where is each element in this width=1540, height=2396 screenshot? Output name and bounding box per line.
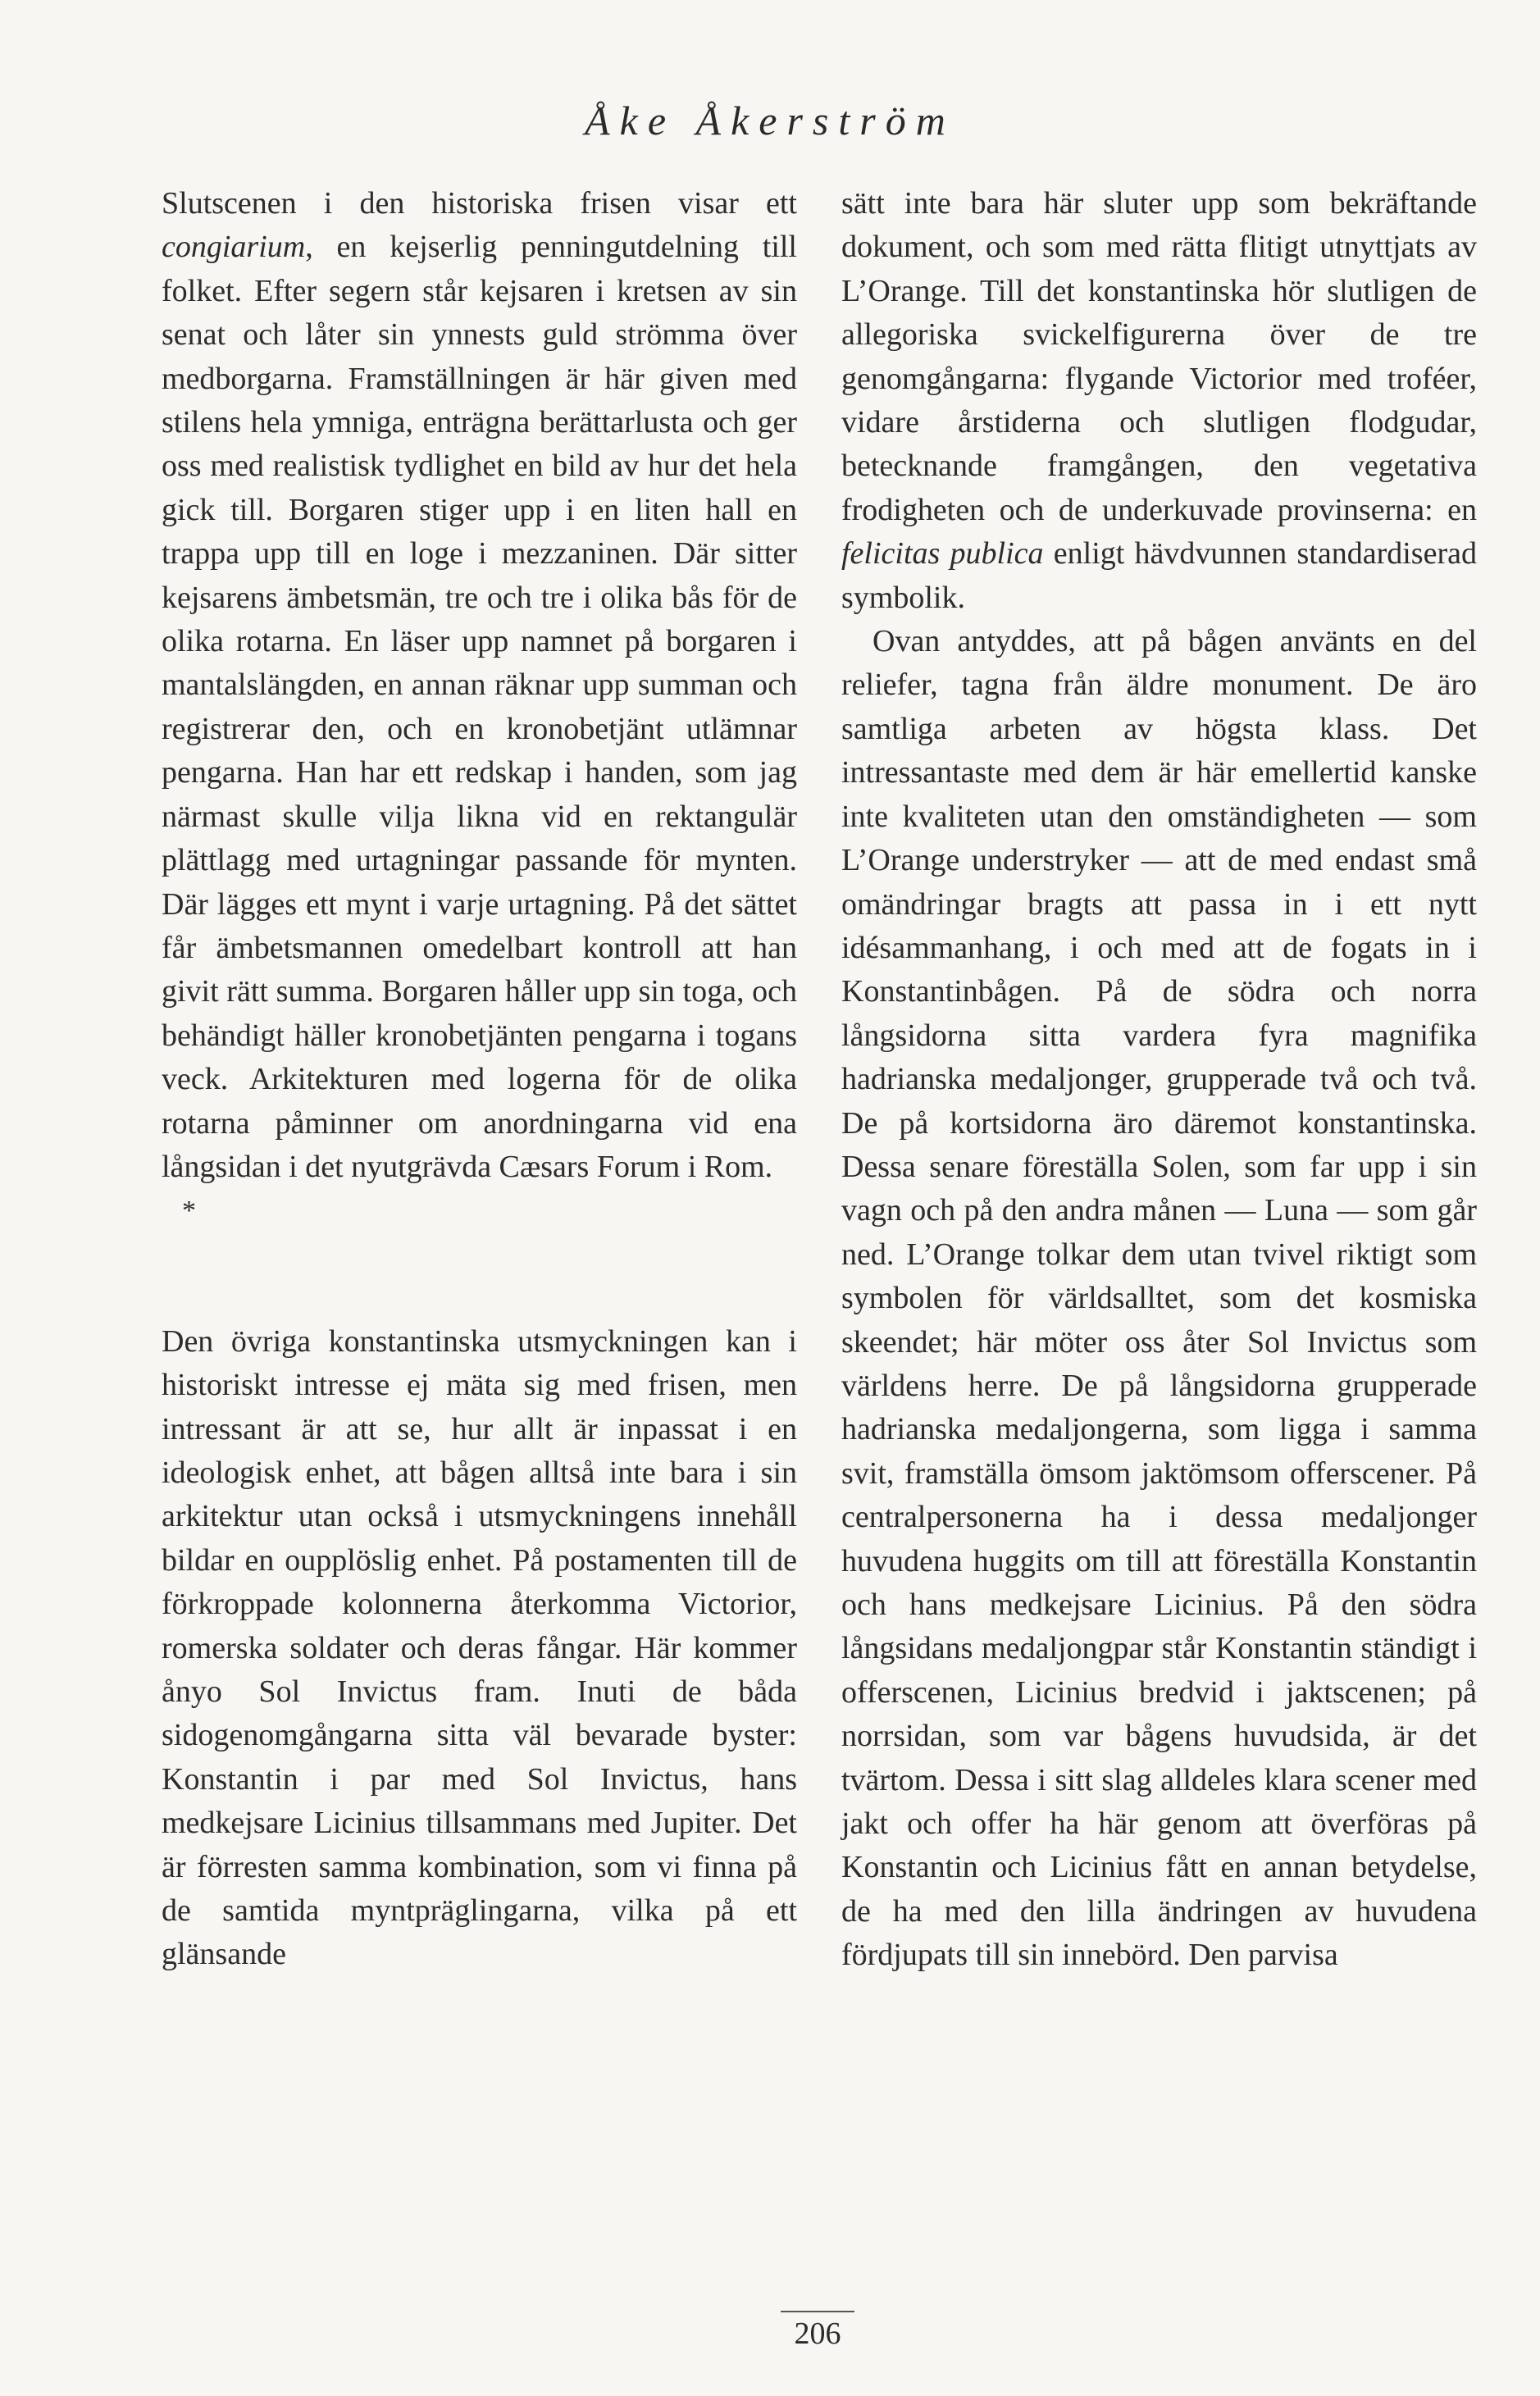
text-run: Slutscenen i den historiska frisen visar ett bbox=[162, 186, 797, 221]
section-spacer bbox=[162, 1233, 797, 1320]
running-head: Åke Åkerström bbox=[585, 98, 955, 143]
paragraph: Ovan antyddes, att på bågen använts en del reliefer, tagna från äldre monument. De äro samtliga arbeten av högsta klass. Det intressantaste med dem är här emellertid kanske inte kvaliteten utan den omständigheten — som L’Orange understryker — att de med endast små omändringar bragts att passa in i ett nytt idésammanhang, i och med att de fogats in i Konstantinbågen. På de södra och norra långsidorna sitta vardera fyra magnifika hadrianska medaljonger, grupperade två och två. De på kortsidorna äro däremot konstantinska. Dessa senare föreställa Solen, som far upp i sin vagn och på den andra månen — Luna — som går ned. L’Orange tolkar dem utan tvivel riktigt som symbolen för världsalltet, som det kosmiska skeendet; här möter oss åter Sol Invictus som världens herre. De på långsidorna grupperade hadrianska medaljongerna, som ligga i samma svit, framställa ömsom jaktömsom offerscener. På centralpersonerna ha i dessa medaljonger huvudena huggits om till att föreställa Konstantin och hans medkejsare Licinius. På den södra långsidans medaljongpar står Konstantin ständigt i offerscenen, Licinius bredvid i jaktscenen; på norrsidan, som var bågens huvudsida, är det tvärtom. Dessa i sitt slag alldeles klara scener med jakt och offer ha här genom att överföras på Konstantin och Licinius fått en annan betydelse, de ha med den lilla ändringen av huvudena fördjupats till sin innebörd. Den parvisa bbox=[841, 624, 1477, 1973]
footer-rule bbox=[781, 2311, 854, 2312]
paragraph bbox=[841, 182, 1477, 620]
italic-term: felicitas publica bbox=[841, 536, 1044, 572]
section-separator: * bbox=[182, 1196, 196, 1227]
right-column bbox=[841, 182, 1477, 1978]
paragraph bbox=[162, 182, 797, 1189]
paragraph: Den övriga konstantinska utsmyckningen kan i historiskt intresse ej mäta sig med frisen, men intressant är att se, hur allt är inpassat i en ideologisk enhet, att bågen alltså inte bara i sin arkitektur utan också i utsmyckningens innehåll bildar en oupplöslig enhet. På postamenten till de förkroppade kolonnerna återkomma Victorior, romerska soldater och deras fångar. Här kommer ånyo Sol Invictus fram. Inuti de båda sidogenomgångarna sitta väl bevarade byster: Konstantin i par med Sol Invictus, hans medkejsare Licinius tillsammans med Jupiter. Det är förresten samma kombination, som vi finna på de samtida myntpräglingarna, vilka på ett glänsande bbox=[162, 1323, 797, 1972]
text-run: , en kejserlig penningutdelning till folket. Efter segern står kejsaren i kretsen av sin senat och låter sin ynnests guld strömma över medborgarna. Framställningen är här given med stilens hela ymniga, enträgna berättarlusta och ger oss med realistisk tydlighet en bild av hur det hela gick till. Borgaren stiger upp i en liten hall en trappa upp till en loge i mezzaninen. Där sitter kejsarens ämbetsmän, tre och tre i olika bås för de olika rotarna. En läser upp namnet på borgaren i mantalslängden, en annan räknar upp summan och registrerar den, och en kronobetjänt utlämnar pengarna. Han har ett redskap i handen, som jag närmast skulle vilja likna vid en rektangulär plättlagg med urtagningar passande för mynten. Där lägges ett mynt i varje urtagning. På det sättet får ämbetsmannen omedelbart kontroll att han givit rätt summa. Borgaren håller upp sin toga, och behändigt häller kronobetjänten pengarna i togans veck. Arkitekturen med logerna för de olika rotarna påminner om anordningarna vid ena långsidan i det nyutgrävda Cæsars Forum i Rom. bbox=[162, 230, 797, 1184]
text-run: enligt hävdvunnen standardiserad symbolik. bbox=[841, 536, 1477, 615]
page-number: 206 bbox=[794, 2316, 841, 2351]
left-column bbox=[162, 182, 797, 1977]
italic-term: congiarium bbox=[162, 230, 306, 265]
text-run: sätt inte bara här sluter upp som bekräftande dokument, och som med rätta flitigt utnyttjats av L’Orange. Till det konstantinska hör slutligen de allegoriska svickelfigurerna över de tre genomgångarna: flygande Victorior med troféer, vidare årstiderna och slutligen flodgudar, betecknande framgången, den vegetativa frodigheten och de underkuvade provinserna: en bbox=[841, 186, 1477, 527]
